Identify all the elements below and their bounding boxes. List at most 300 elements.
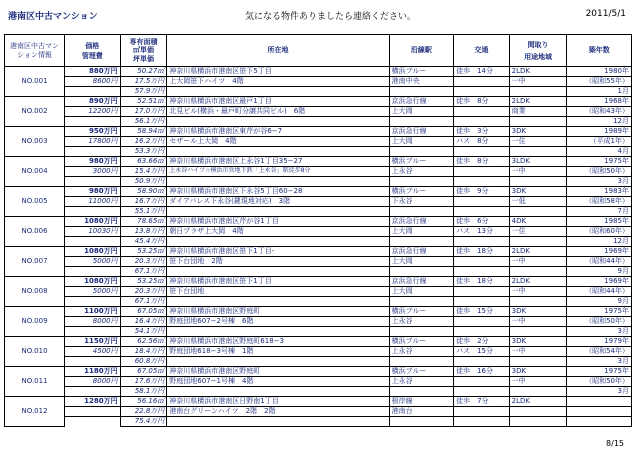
price-per-sqm: 13.8万円 bbox=[120, 227, 167, 237]
railway-line: 横浜ブルー bbox=[389, 157, 453, 167]
listing-number: NO.010 bbox=[5, 337, 65, 367]
price-per-sqm: 17.5万円 bbox=[120, 77, 167, 87]
floor-area: 62.56㎡ bbox=[120, 337, 167, 347]
header-transport: 交通 bbox=[454, 35, 510, 67]
zoning: 一低 bbox=[509, 197, 567, 207]
blank-cell bbox=[389, 297, 453, 307]
listing-row-extra bbox=[5, 297, 632, 307]
floor-area: 78.65㎡ bbox=[120, 217, 167, 227]
price: 1180万円 bbox=[65, 367, 121, 377]
management-fee: 4500円 bbox=[65, 347, 121, 357]
listing-row-detail bbox=[5, 137, 632, 147]
listing-row bbox=[5, 157, 632, 167]
blank-cell bbox=[454, 117, 510, 127]
listing-number: NO.005 bbox=[5, 187, 65, 217]
blank-cell bbox=[65, 417, 121, 427]
nearest-station: 上永谷 bbox=[389, 377, 453, 387]
railway-line: 京浜急行線 bbox=[389, 217, 453, 227]
built-month: 3月 bbox=[567, 327, 632, 337]
floor-area: 52.51㎡ bbox=[120, 97, 167, 107]
listing-row-detail bbox=[5, 167, 632, 177]
transport-walk: 徒歩 2分 bbox=[454, 337, 510, 347]
zoning: 一中 bbox=[509, 377, 567, 387]
price-per-sqm: 16.7万円 bbox=[120, 197, 167, 207]
built-month bbox=[567, 417, 632, 427]
price: 980万円 bbox=[65, 187, 121, 197]
blank-cell bbox=[65, 147, 121, 157]
blank-cell bbox=[509, 387, 567, 397]
price-per-tsubo: 58.1万円 bbox=[120, 387, 167, 397]
blank-cell bbox=[167, 237, 389, 247]
blank-cell bbox=[167, 267, 389, 277]
built-month: 4月 bbox=[567, 147, 632, 157]
document-title: 港南区中古マンション bbox=[8, 12, 98, 22]
price: 950万円 bbox=[65, 127, 121, 137]
transport-bus bbox=[454, 317, 510, 327]
price-per-tsubo: 45.4万円 bbox=[120, 237, 167, 247]
listing-row-extra bbox=[5, 207, 632, 217]
transport-bus: バス 15分 bbox=[454, 347, 510, 357]
blank-cell bbox=[167, 207, 389, 217]
railway-line: 根岸線 bbox=[389, 397, 453, 407]
room-layout: 3DK bbox=[509, 187, 567, 197]
blank-cell bbox=[167, 87, 389, 97]
header-price-label: 価格 bbox=[85, 41, 100, 50]
built-year: 1983年 bbox=[567, 187, 632, 197]
transport-bus bbox=[454, 287, 510, 297]
building-name: 上大岡笹下ハイツ 4階 bbox=[167, 77, 389, 87]
blank-cell bbox=[509, 357, 567, 367]
price: 890万円 bbox=[65, 97, 121, 107]
blank-cell bbox=[167, 417, 389, 427]
header-zone-label: 用途地域 bbox=[524, 52, 553, 61]
transport-walk: 徒歩 15分 bbox=[454, 307, 510, 317]
blank-cell bbox=[65, 267, 121, 277]
listing-row-detail bbox=[5, 197, 632, 207]
zoning bbox=[509, 407, 567, 417]
blank-cell bbox=[167, 327, 389, 337]
management-fee: 8600円 bbox=[65, 77, 121, 87]
price-per-sqm: 16.2万円 bbox=[120, 137, 167, 147]
railway-line: 横浜ブルー bbox=[389, 307, 453, 317]
transport-bus bbox=[454, 407, 510, 417]
built-era: （昭和50年） bbox=[567, 167, 632, 177]
listing-row-extra bbox=[5, 147, 632, 157]
price-per-tsubo: 67.1万円 bbox=[120, 267, 167, 277]
price-per-tsubo: 54.1万円 bbox=[120, 327, 167, 337]
transport-bus: バス 8分 bbox=[454, 137, 510, 147]
railway-line: 横浜ブルー bbox=[389, 67, 453, 77]
zoning: 商業 bbox=[509, 107, 567, 117]
built-year: 1968年 bbox=[567, 97, 632, 107]
blank-cell bbox=[509, 237, 567, 247]
listing-row-extra bbox=[5, 417, 632, 427]
listing-row-extra bbox=[5, 357, 632, 367]
blank-cell bbox=[509, 117, 567, 127]
room-layout: 3LDK bbox=[509, 157, 567, 167]
floor-area: 53.25㎡ bbox=[120, 277, 167, 287]
railway-line: 横浜ブルー bbox=[389, 337, 453, 347]
built-era bbox=[567, 407, 632, 417]
price-per-tsubo: 75.4万円 bbox=[120, 417, 167, 427]
built-year: 1985年 bbox=[567, 217, 632, 227]
blank-cell bbox=[509, 297, 567, 307]
listing-number: NO.009 bbox=[5, 307, 65, 337]
nearest-station: 上永谷 bbox=[389, 347, 453, 357]
listing-row bbox=[5, 127, 632, 137]
transport-bus bbox=[454, 197, 510, 207]
nearest-station: 上大岡 bbox=[389, 107, 453, 117]
blank-cell bbox=[389, 207, 453, 217]
document-date: 2011/5/1 bbox=[585, 9, 626, 19]
listing-number: NO.003 bbox=[5, 127, 65, 157]
railway-line: 京浜急行線 bbox=[389, 97, 453, 107]
listing-row bbox=[5, 367, 632, 377]
listing-number: NO.008 bbox=[5, 277, 65, 307]
railway-line: 横浜ブルー bbox=[389, 187, 453, 197]
price-per-sqm: 16.4万円 bbox=[120, 317, 167, 327]
header-area-label: 専有面積 bbox=[129, 37, 158, 46]
built-year: 1989年 bbox=[567, 127, 632, 137]
header-tsubo-label: 坪単価 bbox=[132, 54, 154, 63]
building-name: 朝日プラザ上大岡 4階 bbox=[167, 227, 389, 237]
listing-number: NO.011 bbox=[5, 367, 65, 397]
transport-walk: 徒歩 3分 bbox=[454, 127, 510, 137]
listing-number: NO.007 bbox=[5, 247, 65, 277]
built-era: （昭和44年） bbox=[567, 287, 632, 297]
management-fee: 5000円 bbox=[65, 287, 121, 297]
header-fee-label: 管理費 bbox=[81, 51, 103, 60]
blank-cell bbox=[167, 147, 389, 157]
transport-walk: 徒歩 7分 bbox=[454, 397, 510, 407]
zoning: 一住 bbox=[509, 137, 567, 147]
address: 神奈川県横浜市港南区野庭町 bbox=[167, 367, 389, 377]
built-era: （昭和54年） bbox=[567, 347, 632, 357]
floor-area: 67.05㎡ bbox=[120, 367, 167, 377]
transport-bus bbox=[454, 377, 510, 387]
listing-row-extra bbox=[5, 387, 632, 397]
listing-row bbox=[5, 307, 632, 317]
built-month: 1月 bbox=[567, 87, 632, 97]
price: 980万円 bbox=[65, 157, 121, 167]
blank-cell bbox=[167, 117, 389, 127]
listing-row bbox=[5, 217, 632, 227]
listing-row bbox=[5, 247, 632, 257]
railway-line: 横浜ブルー bbox=[389, 367, 453, 377]
price-per-tsubo: 67.1万円 bbox=[120, 297, 167, 307]
price: 1150万円 bbox=[65, 337, 121, 347]
listing-row-detail bbox=[5, 287, 632, 297]
listing-row-extra bbox=[5, 87, 632, 97]
management-fee: 10030円 bbox=[65, 227, 121, 237]
nearest-station: 港南台 bbox=[389, 407, 453, 417]
room-layout: 2LDK bbox=[509, 67, 567, 77]
blank-cell bbox=[454, 357, 510, 367]
transport-walk: 徒歩 18分 bbox=[454, 277, 510, 287]
floor-area: 56.16㎡ bbox=[120, 397, 167, 407]
zoning: 一中 bbox=[509, 347, 567, 357]
listing-number: NO.006 bbox=[5, 217, 65, 247]
built-era: （平成1年） bbox=[567, 137, 632, 147]
blank-cell bbox=[454, 207, 510, 217]
transport-walk: 徒歩 8分 bbox=[454, 157, 510, 167]
built-era: （昭和55年） bbox=[567, 77, 632, 87]
room-layout: 2LDK bbox=[509, 397, 567, 407]
management-fee bbox=[65, 407, 121, 417]
price: 1280万円 bbox=[65, 397, 121, 407]
transport-bus: バス 13分 bbox=[454, 227, 510, 237]
listing-row bbox=[5, 187, 632, 197]
blank-cell bbox=[509, 87, 567, 97]
blank-cell bbox=[454, 267, 510, 277]
management-fee: 3000円 bbox=[65, 167, 121, 177]
blank-cell bbox=[509, 147, 567, 157]
blank-cell bbox=[65, 297, 121, 307]
blank-cell bbox=[454, 147, 510, 157]
blank-cell bbox=[65, 387, 121, 397]
header-layout-label: 間取り bbox=[527, 40, 549, 49]
room-layout: 2LDK bbox=[509, 277, 567, 287]
listing-row-detail bbox=[5, 257, 632, 267]
address: 神奈川県横浜市港南区野庭町 bbox=[167, 307, 389, 317]
blank-cell bbox=[509, 177, 567, 187]
nearest-station: 上大岡 bbox=[389, 137, 453, 147]
management-fee: 11000円 bbox=[65, 197, 121, 207]
blank-cell bbox=[389, 87, 453, 97]
price: 1080万円 bbox=[65, 217, 121, 227]
room-layout: 3DK bbox=[509, 127, 567, 137]
room-layout: 3DK bbox=[509, 367, 567, 377]
built-year bbox=[567, 397, 632, 407]
listing-row-detail bbox=[5, 407, 632, 417]
floor-area: 67.05㎡ bbox=[120, 307, 167, 317]
blank-cell bbox=[389, 117, 453, 127]
address: 神奈川県横浜市港南区野庭町618−3 bbox=[167, 337, 389, 347]
management-fee: 17800円 bbox=[65, 137, 121, 147]
contact-notice: 気になる物件ありましたら連絡ください。 bbox=[245, 12, 417, 22]
blank-cell bbox=[65, 177, 121, 187]
price-per-sqm: 20.3万円 bbox=[120, 257, 167, 267]
blank-cell bbox=[454, 177, 510, 187]
zoning: 一住 bbox=[509, 227, 567, 237]
header-listing-info: 港南区中古マンション情報 bbox=[5, 35, 65, 67]
price-per-tsubo: 60.8万円 bbox=[120, 357, 167, 367]
management-fee: 8000円 bbox=[65, 377, 121, 387]
blank-cell bbox=[454, 327, 510, 337]
built-month: 7月 bbox=[567, 207, 632, 217]
floor-area: 53.25㎡ bbox=[120, 247, 167, 257]
listing-number: NO.004 bbox=[5, 157, 65, 187]
address: 神奈川県横浜市港南区東芹が谷6−7 bbox=[167, 127, 389, 137]
price-per-sqm: 17.0万円 bbox=[120, 107, 167, 117]
blank-cell bbox=[65, 327, 121, 337]
price: 1100万円 bbox=[65, 307, 121, 317]
transport-walk: 徒歩 14分 bbox=[454, 67, 510, 77]
blank-cell bbox=[65, 117, 121, 127]
transport-bus bbox=[454, 77, 510, 87]
blank-cell bbox=[389, 357, 453, 367]
nearest-station: 上大岡 bbox=[389, 257, 453, 267]
built-era: （昭和43年） bbox=[567, 107, 632, 117]
blank-cell bbox=[389, 387, 453, 397]
transport-bus bbox=[454, 107, 510, 117]
floor-area: 63.66㎡ bbox=[120, 157, 167, 167]
listing-row-detail bbox=[5, 347, 632, 357]
price-per-sqm: 15.4万円 bbox=[120, 167, 167, 177]
price-per-tsubo: 56.1万円 bbox=[120, 117, 167, 127]
built-era: （昭和60年） bbox=[567, 227, 632, 237]
listing-row-extra bbox=[5, 327, 632, 337]
blank-cell bbox=[454, 417, 510, 427]
listing-row-detail bbox=[5, 317, 632, 327]
blank-cell bbox=[389, 267, 453, 277]
blank-cell bbox=[167, 177, 389, 187]
blank-cell bbox=[454, 237, 510, 247]
transport-walk: 徒歩 6分 bbox=[454, 217, 510, 227]
nearest-station: 下永谷 bbox=[389, 197, 453, 207]
room-layout: 2LDK bbox=[509, 97, 567, 107]
blank-cell bbox=[389, 327, 453, 337]
listing-row-detail bbox=[5, 377, 632, 387]
listing-row bbox=[5, 67, 632, 77]
listing-row-extra bbox=[5, 267, 632, 277]
header-built: 築年数 bbox=[567, 35, 632, 67]
nearest-station: 上永谷 bbox=[389, 167, 453, 177]
built-month: 9月 bbox=[567, 297, 632, 307]
built-year: 1975年 bbox=[567, 157, 632, 167]
price-per-sqm: 20.3万円 bbox=[120, 287, 167, 297]
zoning: 一中 bbox=[509, 287, 567, 297]
address: 神奈川県横浜市港南区笹下1丁目 bbox=[167, 277, 389, 287]
blank-cell bbox=[167, 387, 389, 397]
room-layout: 4DK bbox=[509, 217, 567, 227]
blank-cell bbox=[509, 327, 567, 337]
listing-number: NO.012 bbox=[5, 397, 65, 427]
address: 神奈川県横浜市港南区日野南1丁目 bbox=[167, 397, 389, 407]
floor-area: 50.27㎡ bbox=[120, 67, 167, 77]
blank-cell bbox=[454, 297, 510, 307]
built-month: 12月 bbox=[567, 237, 632, 247]
header-unit-label: ㎡単価 bbox=[132, 46, 154, 55]
built-year: 1969年 bbox=[567, 247, 632, 257]
room-layout: 2LDK bbox=[509, 247, 567, 257]
zoning: 一中 bbox=[509, 317, 567, 327]
room-layout: 3DK bbox=[509, 337, 567, 347]
listing-number: NO.001 bbox=[5, 67, 65, 97]
blank-cell bbox=[65, 237, 121, 247]
railway-line: 京浜急行線 bbox=[389, 277, 453, 287]
building-name: 野庭団地607−1号棟 4階 bbox=[167, 377, 389, 387]
management-fee: 8000円 bbox=[65, 317, 121, 327]
built-era: （昭和50年） bbox=[567, 317, 632, 327]
address: 神奈川県横浜市港南区笹下1丁目- bbox=[167, 247, 389, 257]
blank-cell bbox=[389, 177, 453, 187]
transport-walk: 徒歩 9分 bbox=[454, 187, 510, 197]
transport-walk: 徒歩 18分 bbox=[454, 247, 510, 257]
built-month: 3月 bbox=[567, 357, 632, 367]
listing-row-detail bbox=[5, 107, 632, 117]
built-era: （昭和58年） bbox=[567, 197, 632, 207]
blank-cell bbox=[65, 87, 121, 97]
price-per-tsubo: 50.9万円 bbox=[120, 177, 167, 187]
nearest-station: 上永谷 bbox=[389, 317, 453, 327]
price-per-sqm: 18.4万円 bbox=[120, 347, 167, 357]
zoning: 一中 bbox=[509, 257, 567, 267]
building-name: 笹下台団地 bbox=[167, 287, 389, 297]
header-price bbox=[65, 35, 121, 67]
railway-line: 京浜急行線 bbox=[389, 127, 453, 137]
listing-row bbox=[5, 97, 632, 107]
header-layout bbox=[509, 35, 567, 67]
header-area bbox=[120, 35, 167, 67]
nearest-station: 上大岡 bbox=[389, 287, 453, 297]
built-year: 1975年 bbox=[567, 367, 632, 377]
blank-cell bbox=[454, 387, 510, 397]
price-per-tsubo: 53.3万円 bbox=[120, 147, 167, 157]
price-per-sqm: 17.6万円 bbox=[120, 377, 167, 387]
price-per-tsubo: 55.1万円 bbox=[120, 207, 167, 217]
blank-cell bbox=[65, 207, 121, 217]
listing-row bbox=[5, 397, 632, 407]
building-name: 笹下台団地 2階 bbox=[167, 257, 389, 267]
built-month: 3月 bbox=[567, 387, 632, 397]
address: 神奈川県横浜市港南区下永谷5丁目60−28 bbox=[167, 187, 389, 197]
listing-row-extra bbox=[5, 237, 632, 247]
address: 神奈川県横浜市港南区芹が谷1丁目 bbox=[167, 217, 389, 227]
transport-bus bbox=[454, 167, 510, 177]
zoning: 一中 bbox=[509, 167, 567, 177]
building-name: ダイアパレス下永谷(鍵現地対応) 3階 bbox=[167, 197, 389, 207]
building-name: 野庭団地618−3号棟 1階 bbox=[167, 347, 389, 357]
management-fee: 12200円 bbox=[65, 107, 121, 117]
header-line: 沿線駅 bbox=[389, 35, 453, 67]
blank-cell bbox=[389, 147, 453, 157]
address: 神奈川県横浜市港南区笹下5丁目 bbox=[167, 67, 389, 77]
blank-cell bbox=[389, 237, 453, 247]
blank-cell bbox=[167, 357, 389, 367]
price: 1080万円 bbox=[65, 247, 121, 257]
built-year: 1969年 bbox=[567, 277, 632, 287]
price: 1080万円 bbox=[65, 277, 121, 287]
transport-bus bbox=[454, 257, 510, 267]
blank-cell bbox=[65, 357, 121, 367]
built-month: 9月 bbox=[567, 267, 632, 277]
listing-row bbox=[5, 337, 632, 347]
built-year: 1980年 bbox=[567, 67, 632, 77]
blank-cell bbox=[509, 417, 567, 427]
management-fee: 5000円 bbox=[65, 257, 121, 267]
floor-area: 58.90㎡ bbox=[120, 187, 167, 197]
building-name: 北見ビル(横浜・最戸町分譲共同ビル) 6階 bbox=[167, 107, 389, 117]
header-address: 所在地 bbox=[167, 35, 389, 67]
building-name: セザール上大岡 4階 bbox=[167, 137, 389, 147]
price: 880万円 bbox=[65, 67, 121, 77]
nearest-station: 上大岡 bbox=[389, 227, 453, 237]
zoning: 一中 bbox=[509, 77, 567, 87]
listing-row-extra bbox=[5, 117, 632, 127]
price-per-sqm: 22.8万円 bbox=[120, 407, 167, 417]
address: 神奈川県横浜市港南区最戸1丁目 bbox=[167, 97, 389, 107]
listing-row-extra bbox=[5, 177, 632, 187]
built-year: 1975年 bbox=[567, 307, 632, 317]
transport-walk: 徒歩 16分 bbox=[454, 367, 510, 377]
blank-cell bbox=[509, 267, 567, 277]
built-month: 3月 bbox=[567, 177, 632, 187]
building-name: 港南台グリーンハイツ 2階 2階 bbox=[167, 407, 389, 417]
building-name: 上永谷ハイツ☆横浜市営地下鉄「上永谷」駅徒歩8分 bbox=[167, 167, 389, 177]
railway-line: 京浜急行線 bbox=[389, 247, 453, 257]
built-year: 1979年 bbox=[567, 337, 632, 347]
